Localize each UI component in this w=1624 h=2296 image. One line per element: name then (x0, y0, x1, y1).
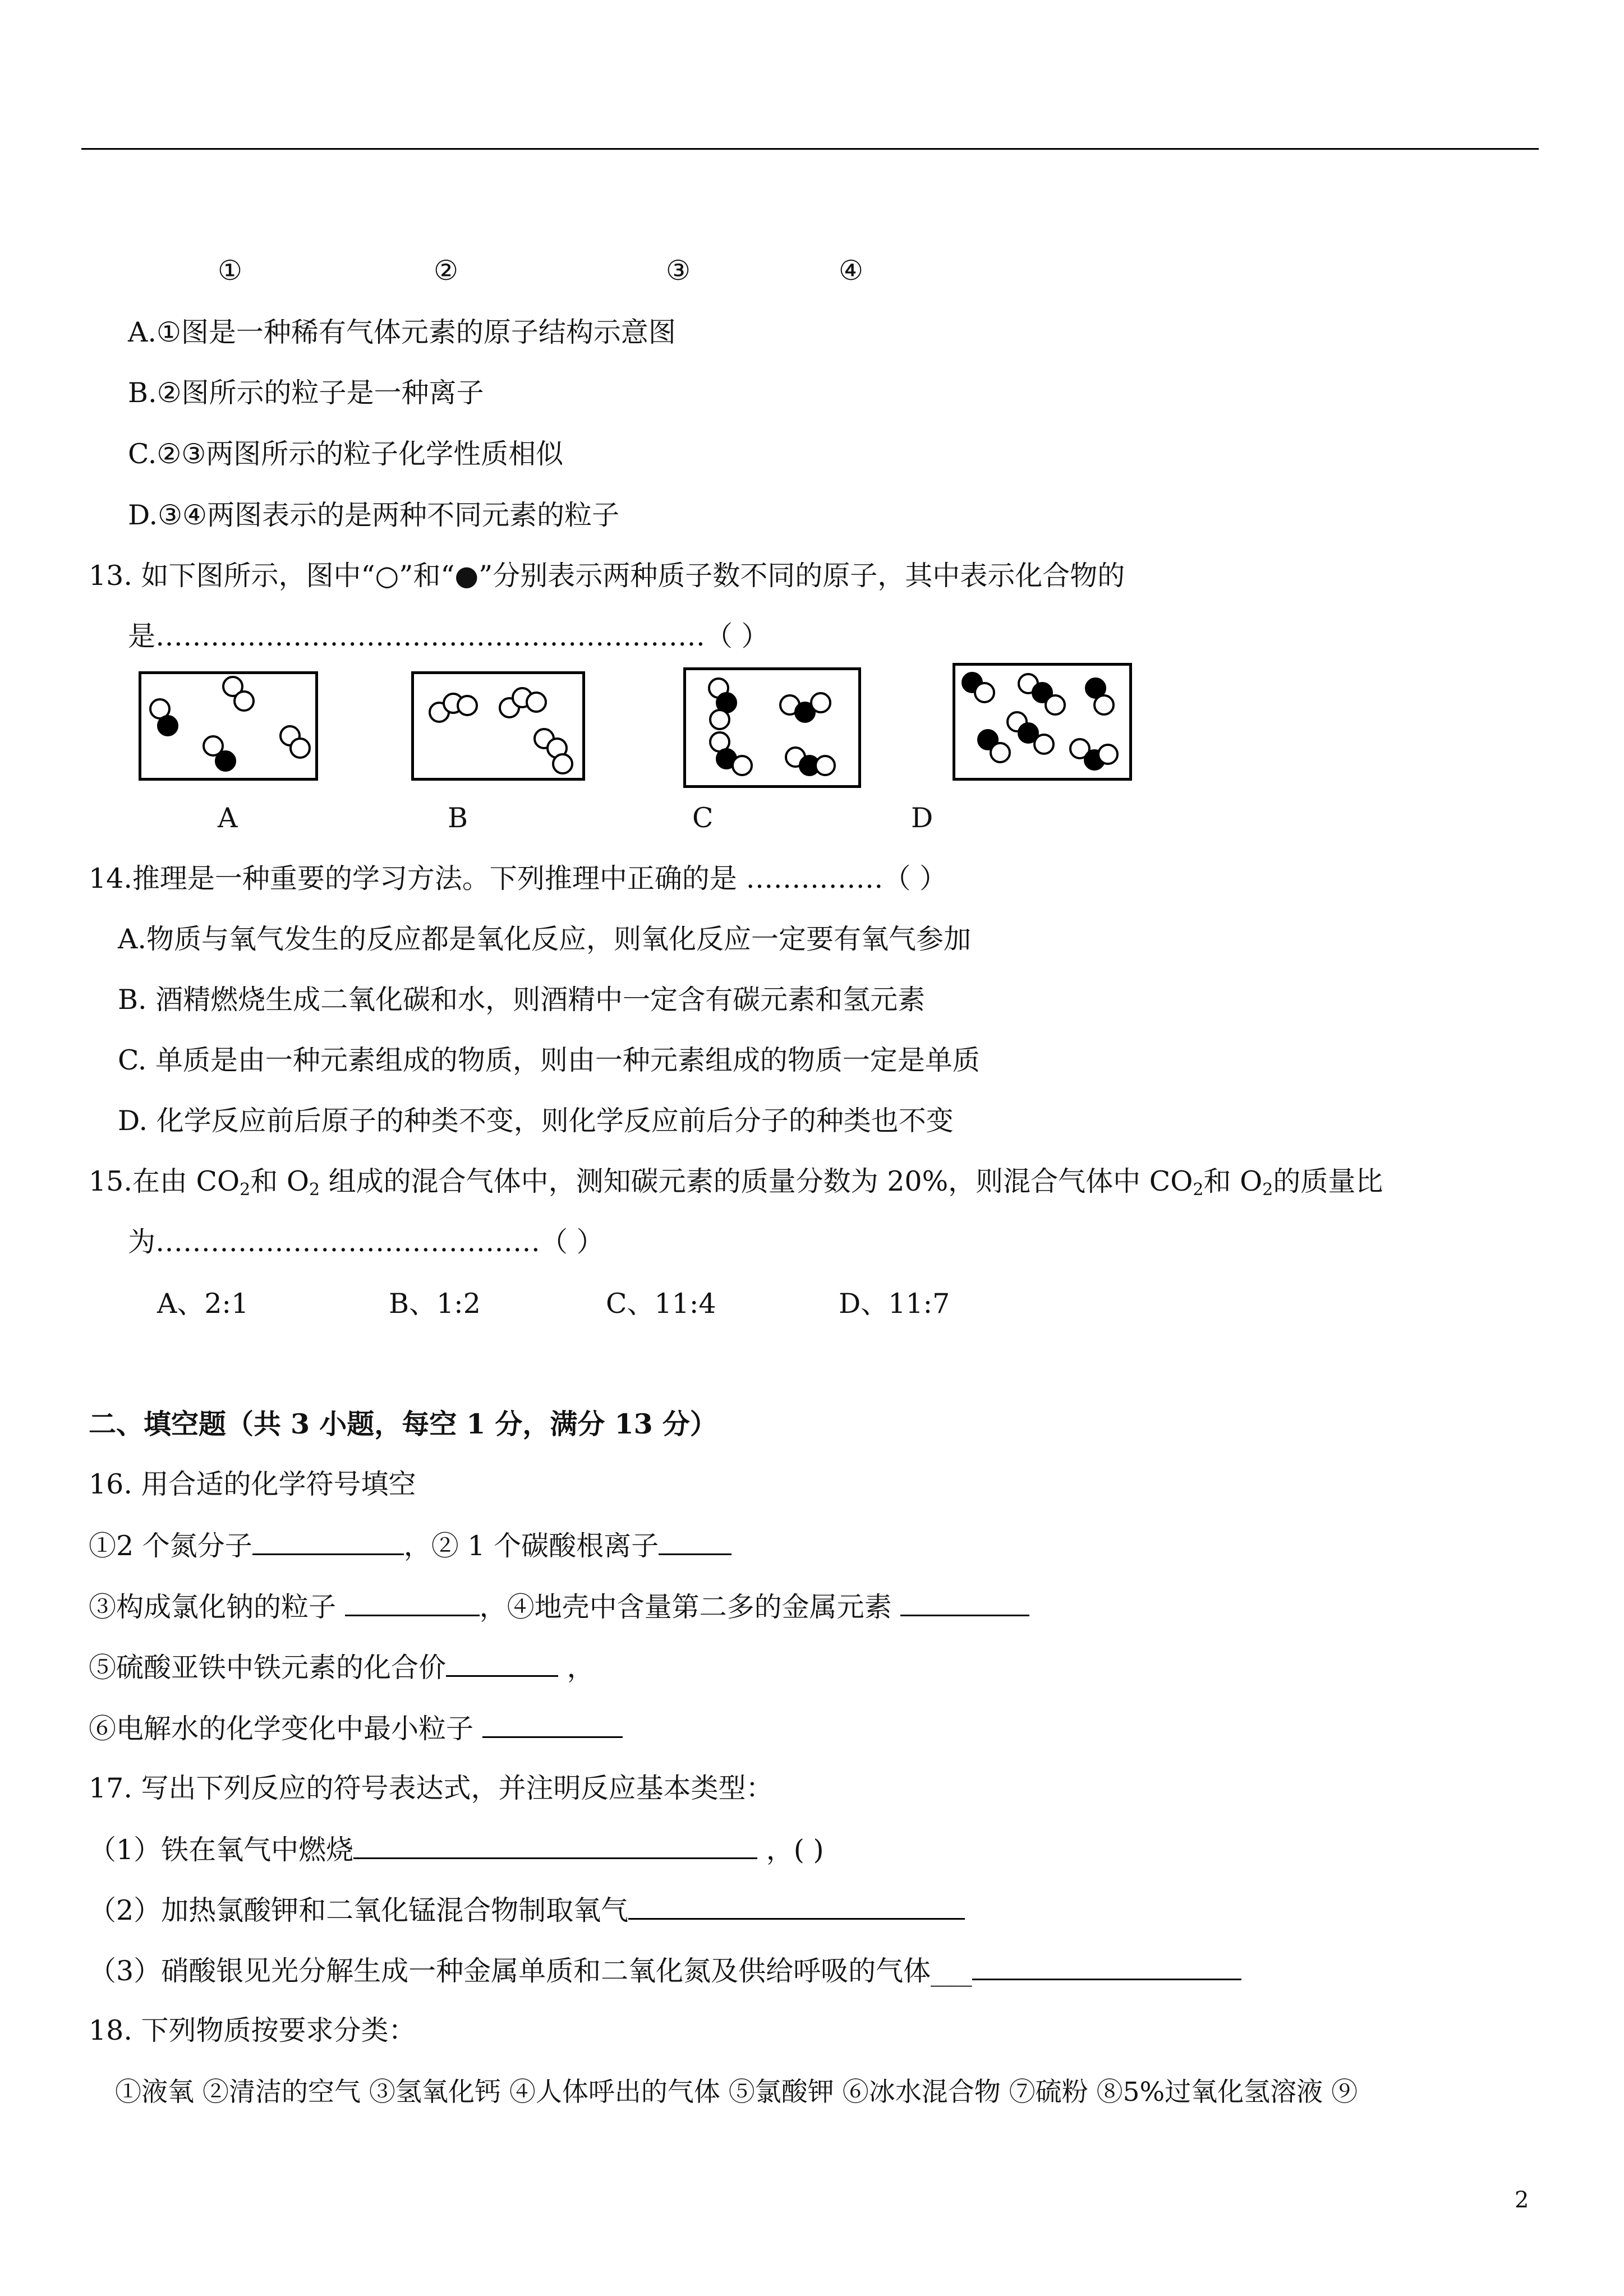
q14-option-d: D. 化学反应前后原子的种类不变，则化学反应前后分子的种类也不变 (118, 1105, 954, 1137)
answer-blank-7[interactable] (353, 1832, 757, 1859)
molecule-box-d (953, 663, 1132, 781)
q13-label-a: A (218, 802, 238, 834)
q16-line-1: ①2 个氮分子 ，② 1 个碳酸根离子 (89, 1528, 732, 1564)
figure-label-2: ② (434, 255, 458, 287)
header-rule (81, 148, 1539, 150)
answer-blank-8[interactable] (628, 1892, 965, 1920)
q15-option-c: C、11:4 (606, 1288, 716, 1320)
q15-stem: 15.在由 $CO_2$和 $O_2$ 组成的混合气体中，测知碳元素的质量分数为 20%，则混合气体中 $CO_2$和 $O_2$的质量比 (89, 1165, 1383, 1200)
q13-stem-cont: 是……………………………………………………（ ） (128, 620, 769, 652)
q15-option-a: A、2:1 (157, 1288, 249, 1320)
q17-stem: 17. 写出下列反应的符号表达式，并注明反应基本类型： (89, 1772, 774, 1804)
figure-label-1: ① (218, 255, 242, 287)
q16-line-2: ③构成氯化钠的粒子 ，④地壳中含量第二多的金属元素 (89, 1589, 1029, 1625)
answer-blank-4[interactable] (900, 1589, 1029, 1616)
q13-stem: 13. 如下图所示，图中“○”和“●”分别表示两种质子数不同的原子，其中表示化合物的 (89, 560, 1125, 592)
section-heading: 二、填空题（共 3 小题，每空 1 分，满分 13 分） (89, 1408, 717, 1440)
q16-line-4: ⑥电解水的化学变化中最小粒子 (89, 1711, 623, 1746)
q16-stem: 16. 用合适的化学符号填空 (89, 1468, 416, 1500)
q12-option-c: C.②③两图所示的粒子化学性质相似 (128, 438, 564, 470)
answer-blank-1[interactable] (252, 1528, 404, 1555)
answer-blank-9[interactable] (972, 1953, 1241, 1980)
page-number: 2 (1515, 2187, 1529, 2213)
q18-items: ①液氧 ②清洁的空气 ③氢氧化钙 ④人体呼出的气体 ⑤氯酸钾 ⑥冰水混合物 ⑦硫粉 ⑧5%过氧化氢溶液 ⑨ (115, 2077, 1358, 2108)
molecule-box-c (683, 667, 861, 788)
q14-option-a: A.物质与氧气发生的反应都是氧化反应，则氧化反应一定要有氧气参加 (118, 923, 971, 955)
answer-blank-5[interactable] (446, 1649, 558, 1677)
answer-blank-2[interactable] (659, 1528, 732, 1555)
q13-label-b: B (448, 802, 468, 834)
q12-option-b: B.②图所示的粒子是一种离子 (128, 377, 484, 409)
q18-stem: 18. 下列物质按要求分类： (89, 2014, 416, 2046)
answer-blank-3[interactable] (345, 1589, 480, 1616)
molecule-box-a (139, 671, 318, 781)
q13-label-d: D (911, 802, 933, 834)
q14-stem: 14.推理是一种重要的学习方法。下列推理中正确的是 ……………（ ） (89, 863, 947, 895)
q12-option-d: D.③④两图表示的是两种不同元素的粒子 (128, 499, 619, 531)
q16-line-3: ⑤硫酸亚铁中铁元素的化合价 ， (89, 1649, 595, 1685)
q17-line-1: （1）铁在氧气中燃烧 ，( ) (89, 1832, 824, 1868)
q14-option-b: B. 酒精燃烧生成二氧化碳和水，则酒精中一定含有碳元素和氢元素 (118, 984, 926, 1016)
molecule-box-b (411, 671, 585, 781)
q15-stem-cont: 为……………………………………（ ） (128, 1226, 604, 1258)
q15-option-b: B、1:2 (389, 1288, 481, 1320)
q12-option-a: A.①图是一种稀有气体元素的原子结构示意图 (128, 316, 676, 348)
figure-label-3: ③ (666, 255, 691, 287)
q13-label-c: C (692, 802, 714, 834)
q17-line-3: （3）硝酸银见光分解生成一种金属单质和二氧化氮及供给呼吸的气体___ (89, 1953, 1241, 1989)
q15-option-d: D、11:7 (839, 1288, 950, 1320)
answer-blank-6[interactable] (482, 1711, 623, 1738)
q17-line-2: （2）加热氯酸钾和二氧化锰混合物制取氧气 (89, 1892, 965, 1928)
figure-label-4: ④ (839, 255, 863, 287)
q14-option-c: C. 单质是由一种元素组成的物质，则由一种元素组成的物质一定是单质 (118, 1044, 980, 1076)
